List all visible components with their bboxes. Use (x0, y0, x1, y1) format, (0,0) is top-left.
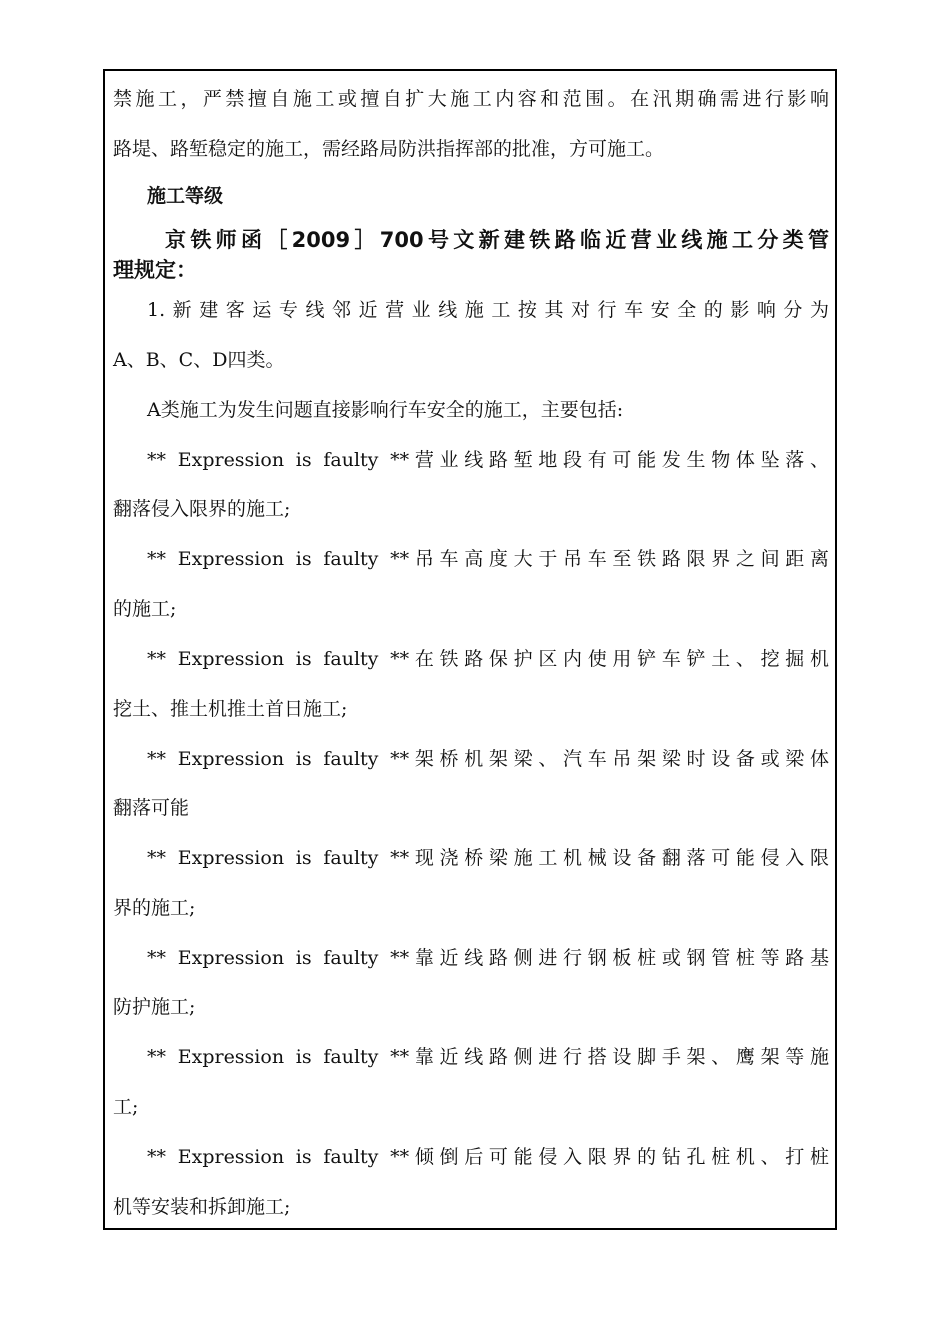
list-item-line: 挖土、推土机推土首日施工; (113, 698, 348, 720)
section-heading: 施工等级 (147, 185, 224, 207)
list-item-line: ** Expression is faulty **在铁路保护区内使用铲车铲土、挖掘机 (147, 648, 829, 670)
list-item-line: 界的施工; (113, 897, 196, 919)
paragraph-line: A类施工为发生问题直接影响行车安全的施工，主要包括: (147, 399, 624, 421)
list-item-line: 机等安装和拆卸施工; (113, 1196, 291, 1218)
paragraph-line: 路堤、路堑稳定的施工，需经路局防洪指挥部的批准，方可施工。 (113, 138, 665, 160)
list-item-line: ** Expression is faulty **吊车高度大于吊车至铁路限界之间距离 (147, 548, 829, 570)
list-item-line: 翻落侵入限界的施工; (113, 498, 291, 520)
paragraph-line: A、B、C、D四类。 (113, 349, 285, 371)
list-item-line: ** Expression is faulty **现浇桥梁施工机械设备翻落可能侵入限 (147, 847, 829, 869)
paragraph-line: 1.新建客运专线邻近营业线施工按其对行车安全的影响分为 (147, 299, 829, 321)
list-item-line: 翻落可能 (113, 797, 190, 819)
regulation-title-cont: 理规定： (113, 258, 197, 282)
list-item-line: 防护施工; (113, 996, 196, 1018)
list-item-line: ** Expression is faulty **靠近线路侧进行钢板桩或钢管桩等路基 (147, 947, 829, 969)
regulation-title: 京铁师函［2009］700号文新建铁路临近营业线施工分类管 (165, 228, 829, 252)
list-item-line: ** Expression is faulty **靠近线路侧进行搭设脚手架、鹰架等施 (147, 1046, 829, 1068)
list-item-line: ** Expression is faulty **架桥机架梁、汽车吊架梁时设备或梁体 (147, 748, 829, 770)
list-item-line: ** Expression is faulty **倾倒后可能侵入限界的钻孔桩机、打桩 (147, 1146, 829, 1168)
list-item-line: 的施工; (113, 598, 177, 620)
list-item-line: ** Expression is faulty **营业线路堑地段有可能发生物体坠落、 (147, 449, 829, 471)
list-item-line: 工; (113, 1096, 139, 1118)
paragraph-line: 禁施工，严禁擅自施工或擅自扩大施工内容和范围。在汛期确需进行影响 (113, 88, 829, 110)
